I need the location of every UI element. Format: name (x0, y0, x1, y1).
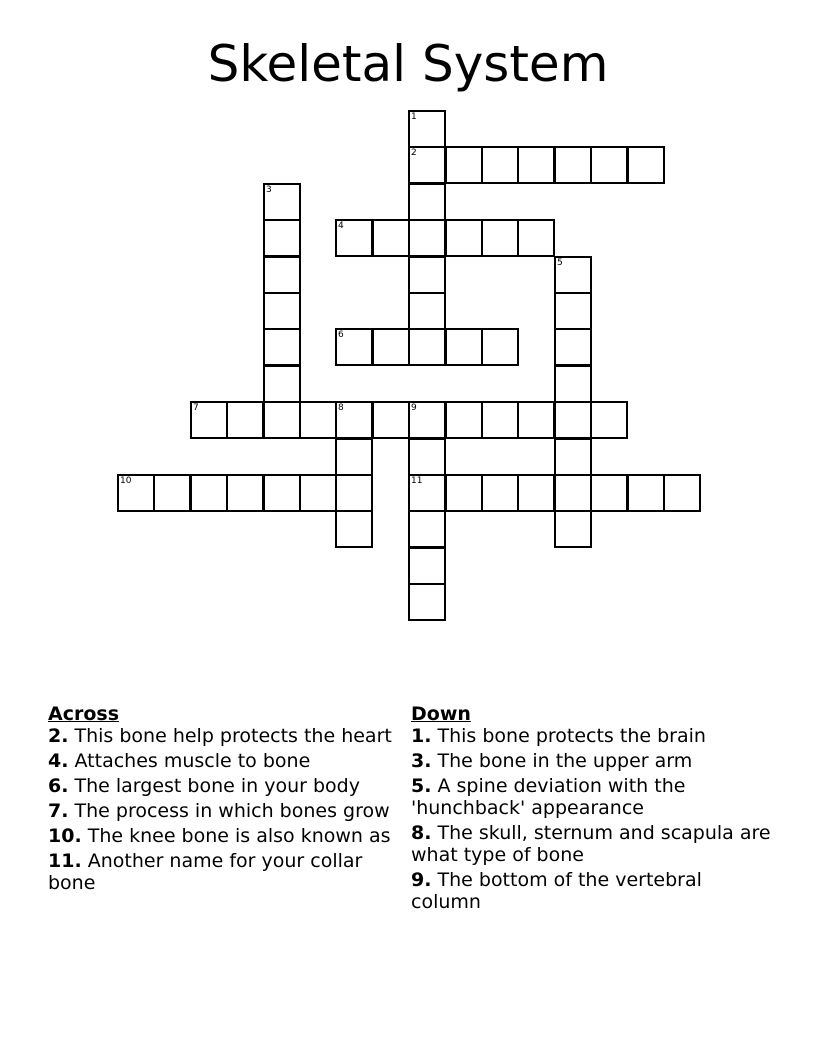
cell-number: 4 (338, 221, 344, 231)
clue-number: 1. (411, 725, 432, 747)
grid-cell[interactable] (408, 219, 446, 257)
grid-cell[interactable] (299, 401, 337, 439)
grid-cell[interactable] (554, 146, 592, 184)
clue-text: A spine deviation with the 'hunchback' appearance (411, 775, 686, 819)
clue-number: 11. (48, 850, 82, 872)
grid-cell[interactable] (153, 474, 191, 512)
grid-cell[interactable] (554, 474, 592, 512)
clue-number: 10. (48, 825, 82, 847)
across-heading: Across (48, 703, 120, 725)
clue-down-9 (411, 869, 771, 913)
grid-cell[interactable] (335, 474, 373, 512)
clue-text: Attaches muscle to bone (74, 750, 311, 772)
page-title: Skeletal System (207, 35, 609, 93)
grid-cell[interactable] (408, 292, 446, 330)
grid-cell[interactable] (554, 438, 592, 476)
grid-cell[interactable] (372, 219, 410, 257)
grid-cell[interactable] (408, 328, 446, 366)
grid-cell[interactable] (408, 510, 446, 548)
clue-down-8 (411, 822, 771, 866)
grid-cell[interactable] (190, 401, 228, 439)
grid-cell[interactable] (445, 219, 483, 257)
grid-cell[interactable] (263, 328, 301, 366)
clue-down-5 (411, 775, 771, 819)
clue-text: The bottom of the vertebral column (411, 869, 702, 913)
grid-cell[interactable] (408, 547, 446, 585)
grid-cell[interactable] (335, 219, 373, 257)
cell-number: 6 (338, 330, 344, 340)
cell-number: 10 (120, 476, 132, 486)
cell-number: 3 (266, 185, 272, 195)
grid-cell[interactable] (117, 474, 155, 512)
grid-cell[interactable] (263, 219, 301, 257)
grid-cell[interactable] (554, 256, 592, 294)
clue-text: The knee bone is also known as (87, 825, 391, 847)
grid-cell[interactable] (627, 146, 665, 184)
clue-down-3 (411, 750, 771, 772)
clue-number: 3. (411, 750, 432, 772)
grid-cell[interactable] (481, 328, 519, 366)
grid-cell[interactable] (408, 583, 446, 621)
grid-cell[interactable] (299, 474, 337, 512)
clue-number: 8. (411, 822, 432, 844)
grid-cell[interactable] (481, 401, 519, 439)
grid-cell[interactable] (335, 401, 373, 439)
grid-cell[interactable] (481, 146, 519, 184)
grid-cell[interactable] (481, 474, 519, 512)
grid-cell[interactable] (226, 474, 264, 512)
clue-down-1 (411, 725, 771, 747)
grid-cell[interactable] (590, 401, 628, 439)
clue-across-4 (48, 750, 400, 772)
grid-cell[interactable] (372, 401, 410, 439)
cell-number: 8 (338, 403, 344, 413)
across-clues (48, 703, 400, 897)
grid-cell[interactable] (335, 510, 373, 548)
grid-cell[interactable] (263, 474, 301, 512)
clue-across-11 (48, 850, 400, 894)
clue-number: 9. (411, 869, 432, 891)
clue-number: 4. (48, 750, 69, 772)
clue-across-10 (48, 825, 400, 847)
clue-number: 7. (48, 800, 69, 822)
cell-number: 5 (557, 258, 563, 268)
grid-cell[interactable] (226, 401, 264, 439)
grid-cell[interactable] (663, 474, 701, 512)
clue-number: 6. (48, 775, 69, 797)
grid-cell[interactable] (408, 183, 446, 221)
grid-cell[interactable] (554, 365, 592, 403)
grid-cell[interactable] (554, 328, 592, 366)
grid-cell[interactable] (517, 219, 555, 257)
grid-cell[interactable] (263, 365, 301, 403)
grid-cell[interactable] (481, 219, 519, 257)
clue-text: Another name for your collar bone (48, 850, 363, 894)
grid-cell[interactable] (408, 110, 446, 148)
grid-cell[interactable] (554, 401, 592, 439)
grid-cell[interactable] (408, 256, 446, 294)
grid-cell[interactable] (335, 328, 373, 366)
cell-number: 11 (411, 476, 423, 486)
grid-cell[interactable] (445, 401, 483, 439)
grid-cell[interactable] (590, 146, 628, 184)
grid-cell[interactable] (372, 328, 410, 366)
clue-across-7 (48, 800, 400, 822)
cell-number: 1 (411, 112, 417, 122)
grid-cell[interactable] (554, 510, 592, 548)
clue-text: The process in which bones grow (74, 800, 390, 822)
grid-cell[interactable] (263, 292, 301, 330)
cell-number: 2 (411, 148, 417, 158)
grid-cell[interactable] (190, 474, 228, 512)
grid-cell[interactable] (408, 401, 446, 439)
grid-cell[interactable] (335, 438, 373, 476)
grid-cell[interactable] (263, 183, 301, 221)
grid-cell[interactable] (627, 474, 665, 512)
grid-cell[interactable] (408, 474, 446, 512)
grid-cell[interactable] (517, 401, 555, 439)
grid-cell[interactable] (590, 474, 628, 512)
grid-cell[interactable] (554, 292, 592, 330)
down-heading: Down (411, 703, 471, 725)
clue-across-6 (48, 775, 400, 797)
cell-number: 9 (411, 403, 417, 413)
grid-cell[interactable] (263, 256, 301, 294)
grid-cell[interactable] (445, 328, 483, 366)
clue-across-2 (48, 725, 400, 747)
clue-number: 2. (48, 725, 69, 747)
grid-cell[interactable] (445, 474, 483, 512)
clue-text: The largest bone in your body (74, 775, 360, 797)
clue-text: This bone help protects the heart (74, 725, 392, 747)
grid-cell[interactable] (408, 146, 446, 184)
clue-text: The bone in the upper arm (437, 750, 693, 772)
cell-number: 7 (193, 403, 199, 413)
grid-cell[interactable] (263, 401, 301, 439)
clue-text: The skull, sternum and scapula are what type of bone (411, 822, 771, 866)
grid-cell[interactable] (517, 146, 555, 184)
clue-text: This bone protects the brain (437, 725, 706, 747)
grid-cell[interactable] (445, 146, 483, 184)
grid-cell[interactable] (408, 438, 446, 476)
grid-cell[interactable] (517, 474, 555, 512)
down-clues (411, 703, 771, 916)
clue-number: 5. (411, 775, 432, 797)
